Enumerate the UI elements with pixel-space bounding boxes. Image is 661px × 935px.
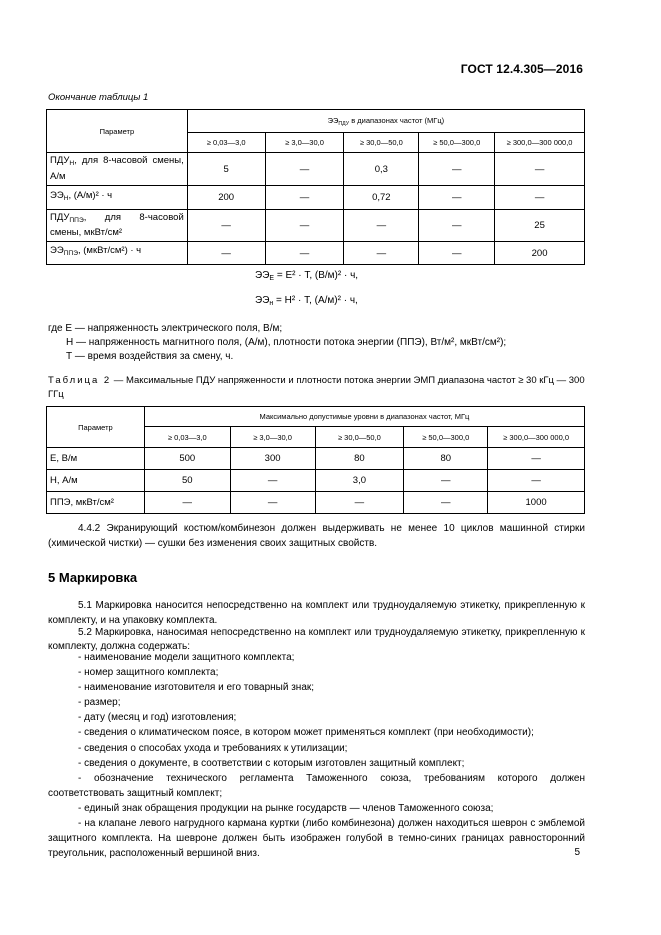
list-item: - номер защитного комплекта; (78, 667, 219, 679)
table2-col-header: ≥ 0,03—3,0 (144, 427, 230, 448)
where-line-h: Н — напряженность магнитного поля, (А/м), плотности потока энергии (ППЭ), Вт/м², мкВт/см²); (66, 337, 507, 348)
list-item: - наименование модели защитного комплекта; (78, 652, 295, 663)
table1-value-cell: — (495, 186, 585, 210)
table-row (47, 448, 585, 470)
section-5-title: 5 Маркировка (48, 570, 138, 585)
table2-col-header: ≥ 50,0—300,0 (404, 427, 488, 448)
table2-value-cell: — (230, 470, 315, 492)
table2-col-header: ≥ 30,0—50,0 (315, 427, 404, 448)
table1-value-cell: 0,72 (344, 186, 419, 210)
formula-electric-exposure: $ЭЭ_Е = Е^2 \cdot Т$, (В/м)² · ч, (255, 270, 359, 282)
table-row (47, 470, 585, 492)
table1-value-cell: — (419, 186, 495, 210)
table1-value-cell: — (419, 153, 495, 186)
table1-value-cell: — (344, 210, 419, 242)
table2-param-cell: Е, В/м (47, 448, 145, 470)
table2-caption: Таблица 2 — Максимальные ПДУ напряженности и плотности потока энергии ЭМП диапазона частот ≥ 30 кГц — 300 ГГц (48, 375, 585, 400)
table1-col-header: ≥ 30,0—50,0 (344, 133, 419, 153)
list-item: - обозначение технического регламента Таможенного союза, требованиям которого должен соответствовать защитный комплект; (48, 772, 585, 799)
table-row (47, 153, 585, 186)
table1-value-cell: — (495, 153, 585, 186)
table2-value-cell: 1000 (488, 492, 585, 514)
table1-value-cell: — (265, 242, 344, 265)
table2-value-cell: — (315, 492, 404, 514)
table1-col-header: ≥ 300,0—300 000,0 (495, 133, 585, 153)
table1-value-cell: — (187, 242, 265, 265)
table1-value-cell: — (187, 210, 265, 242)
table2-value-cell: 500 (144, 448, 230, 470)
table1-caption: Окончание таблицы 1 (48, 92, 149, 103)
table-1 (46, 109, 585, 265)
table2-col-header: ≥ 3,0—30,0 (230, 427, 315, 448)
table2-value-cell: — (404, 492, 488, 514)
where-line-t: Т — время воздействия за смену, ч. (66, 351, 234, 362)
document-header: ГОСТ 12.4.305—2016 (460, 62, 583, 76)
table2-param-cell: ППЭ, мкВт/см² (47, 492, 145, 514)
table1-value-cell: 200 (187, 186, 265, 210)
table1-col-header: ≥ 3,0—30,0 (265, 133, 344, 153)
table-2 (46, 406, 585, 514)
table1-param-header: Параметр (47, 110, 188, 153)
page-number: 5 (574, 847, 580, 858)
table-row (47, 210, 585, 242)
table1-group-header: $ЭЭ_{ПДУ}$ в диапазонах частот (МГц) (187, 110, 584, 133)
table2-value-cell: 80 (315, 448, 404, 470)
marking-list (48, 650, 585, 861)
list-item: - дату (месяц и год) изготовления; (78, 712, 237, 724)
table-row (47, 242, 585, 265)
table2-value-cell: — (230, 492, 315, 514)
where-line-e: где Е — напряженность электрического поля, В/м; (48, 323, 283, 334)
table-row (47, 186, 585, 210)
table1-col-header: ≥ 0,03—3,0 (187, 133, 265, 153)
table1-value-cell: — (344, 242, 419, 265)
table1-param-cell: $ПДУ_Н$, для 8-часовой смены, А/м (47, 153, 188, 186)
table1-value-cell: 5 (187, 153, 265, 186)
table1-param-cell: $ЭЭ_{ППЭ}$, (мкВт/см²) · ч (47, 242, 188, 265)
list-item: - размер; (78, 697, 121, 709)
list-item: - единый знак обращения продукции на рынке государств — членов Таможенного союза; (78, 802, 494, 814)
table2-value-cell: 50 (144, 470, 230, 492)
table1-value-cell: 25 (495, 210, 585, 242)
table2-value-cell: 80 (404, 448, 488, 470)
table1-value-cell: 0,3 (344, 153, 419, 186)
table2-caption-label: Таблица 2 (48, 375, 112, 386)
table2-param-header: Параметр (47, 407, 145, 448)
table2-col-header: ≥ 300,0—300 000,0 (488, 427, 585, 448)
table2-value-cell: — (404, 470, 488, 492)
table1-value-cell: — (419, 242, 495, 265)
list-item: - сведения о способах ухода и требованиях к утилизации; (78, 742, 348, 754)
paragraph-5-1: 5.1 Маркировка наносится непосредственно на комплект или трудноудаляемую этикетку, прикрепленную к комплекту, и на упаковку комплекта. (48, 600, 585, 626)
table1-value-cell: 200 (495, 242, 585, 265)
formula-magnetic-exposure: $ЭЭ_н = Н^2 \cdot Т$, (А/м)² · ч, (255, 295, 358, 307)
table1-param-cell: $ЭЭ_Н$, (А/м)² · ч (47, 186, 188, 210)
table1-value-cell: — (419, 210, 495, 242)
list-item: - на клапане левого нагрудного кармана куртки (либо комбинезона) должен находиться шеврон с эмблемой защитного комплекта. На шевроне должен быть изображен голубой в темно-синих границах равносторонний треугольник, расположенный вершиной вниз. (48, 818, 585, 860)
table2-param-cell: Н, А/м (47, 470, 145, 492)
table2-value-cell: 300 (230, 448, 315, 470)
table-row (47, 492, 585, 514)
list-item: - сведения о климатическом поясе, в котором может применяться комплект (при необходимости); (78, 727, 534, 739)
table2-value-cell: — (488, 470, 585, 492)
table2-group-header: Максимально допустимые уровни в диапазонах частот, МГц (144, 407, 584, 427)
table1-value-cell: — (265, 153, 344, 186)
paragraph-5-2: 5.2 Маркировка, наносимая непосредственно на комплект или трудноудаляемую этикетку, прикрепленную к комплекту, должна содержать: (48, 627, 585, 652)
paragraph-4-4-2: 4.4.2 Экранирующий костюм/комбинезон должен выдерживать не менее 10 циклов машинной стирки (химической чистки) — сушки без изменения своих защитных свойств. (48, 523, 585, 549)
table1-param-cell: $ПДУ_{ППЭ}$, для 8-часовой смены, мкВт/см² (47, 210, 188, 242)
list-item: - сведения о документе, в соответствии с которым изготовлен защитный комплект; (78, 757, 465, 769)
list-item: - наименование изготовителя и его товарный знак; (78, 682, 315, 694)
table2-value-cell: — (488, 448, 585, 470)
table2-value-cell: 3,0 (315, 470, 404, 492)
table2-value-cell: — (144, 492, 230, 514)
table1-value-cell: — (265, 210, 344, 242)
table1-col-header: ≥ 50,0—300,0 (419, 133, 495, 153)
table1-value-cell: — (265, 186, 344, 210)
